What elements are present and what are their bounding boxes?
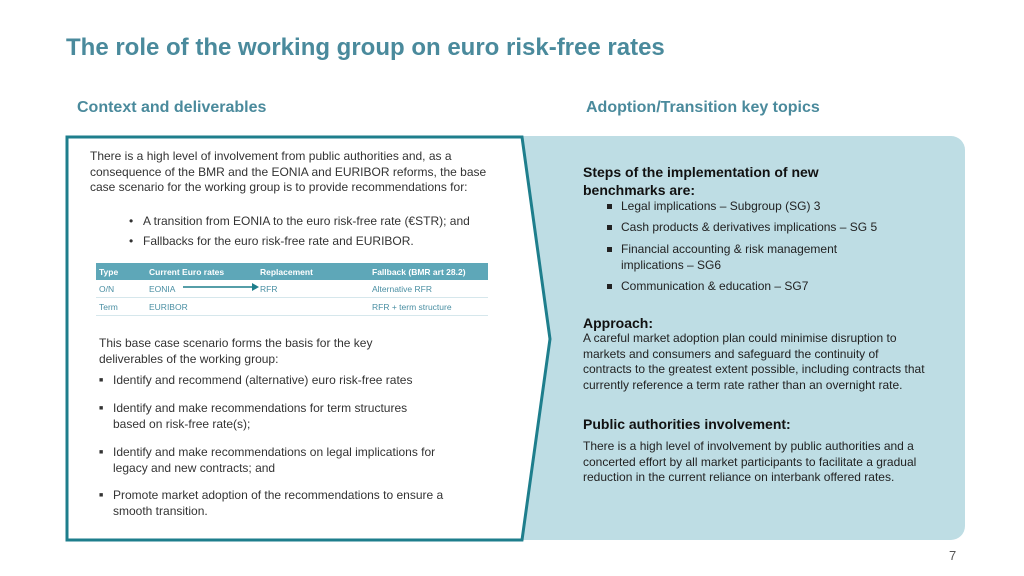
deliverable-item: ■ Promote market adoption of the recommendations to ensure a smooth transition. bbox=[99, 488, 444, 518]
steps-heading: Steps of the implementation of new benchmarks are: bbox=[583, 164, 819, 198]
table-header: Replacement bbox=[257, 263, 369, 280]
approach-heading: Approach: bbox=[583, 315, 653, 331]
page-number: 7 bbox=[949, 548, 957, 563]
intro-text: There is a high level of involvement from public authorities and, as a consequence of the BMR and the EONIA and EURIBOR reforms, the base case scenario for the working group is to provide recommendations for: bbox=[90, 149, 487, 194]
bullet-icon bbox=[607, 284, 612, 289]
intro-bullet: • A transition from EONIA to the euro risk-free rate (€STR); and bbox=[129, 214, 470, 228]
table-cell: RFR + term structure bbox=[369, 298, 488, 316]
table-cell: Alternative RFR bbox=[369, 280, 488, 298]
table-cell: RFR bbox=[257, 280, 369, 298]
bullet-icon: ■ bbox=[99, 377, 104, 384]
table-header: Fallback (BMR art 28.2) bbox=[369, 263, 488, 280]
bullet-icon: ■ bbox=[99, 449, 104, 456]
bullet-icon bbox=[607, 204, 612, 209]
bullet-icon bbox=[607, 225, 612, 230]
basis-text: This base case scenario forms the basis for the key deliverables of the working group: bbox=[99, 336, 373, 366]
table-header: Current Euro rates bbox=[146, 263, 257, 280]
step-item: Legal implications – Subgroup (SG) 3 bbox=[621, 199, 901, 215]
approach-text: A careful market adoption plan could minimise disruption to markets and consumers and safeguard the continuity of contracts to the greatest extent possible, including contracts that currently reference a term rate rather than an overnight rate. bbox=[583, 331, 925, 392]
deliverable-item: ■ Identify and recommend (alternative) euro risk-free rates bbox=[99, 373, 413, 387]
table-cell: Term bbox=[96, 298, 146, 316]
left-section-heading: Context and deliverables bbox=[77, 99, 267, 116]
deliverable-item: ■ Identify and make recommendations for term structures based on risk-free rate(s); bbox=[99, 401, 408, 431]
right-section-heading: Adoption/Transition key topics bbox=[586, 99, 820, 116]
bullet-icon: ■ bbox=[99, 492, 104, 499]
step-item: Financial accounting & risk management implications – SG6 bbox=[621, 242, 861, 273]
bullet-icon: ■ bbox=[99, 405, 104, 412]
step-item: Communication & education – SG7 bbox=[621, 279, 901, 295]
bullet-icon bbox=[607, 247, 612, 252]
intro-bullet: • Fallbacks for the euro risk-free rate and EURIBOR. bbox=[129, 234, 414, 248]
table-cell: EURIBOR bbox=[146, 298, 257, 316]
public-authorities-heading: Public authorities involvement: bbox=[583, 416, 791, 432]
public-authorities-text: There is a high level of involvement by public authorities and a concerted effort by all market participants to facilitate a gradual reduction in the current reliance on interbank offered rates. bbox=[583, 439, 917, 484]
page-title: The role of the working group on euro risk-free rates bbox=[66, 34, 665, 61]
deliverable-item: ■ Identify and make recommendations on legal implications for legacy and new contracts; and bbox=[99, 445, 436, 475]
table-cell: EONIA bbox=[146, 280, 257, 298]
table-header: Type bbox=[96, 263, 146, 280]
step-item: Cash products & derivatives implications – SG 5 bbox=[621, 220, 921, 236]
table-cell: O/N bbox=[96, 280, 146, 298]
